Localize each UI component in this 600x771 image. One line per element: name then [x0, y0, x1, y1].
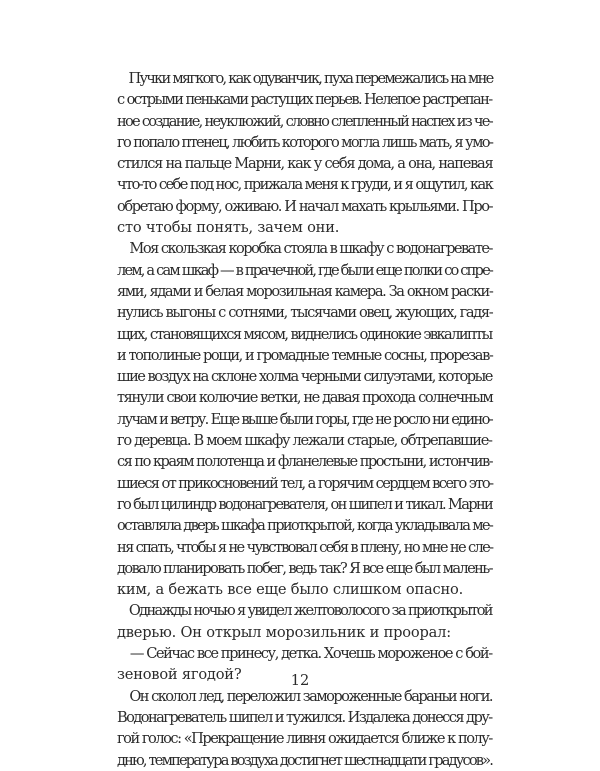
- text-line: Водонагреватель шипел и тужился. Издалека донесся дру-: [117, 708, 492, 726]
- text-line: — Сейчас все принесу, детка. Хочешь мороженое с бой-: [117, 645, 492, 663]
- text-line: ня спать, чтобы я не чувствовал себя в плену, но мне не сле-: [117, 538, 493, 556]
- text-line: лучам и ветру. Еще выше были горы, где не росло ни едино-: [117, 410, 492, 428]
- text-line: дню, температура воздуха достигнет шестнадцати градусов».: [117, 751, 493, 769]
- text-line: что-то себе под нос, прижала меня к груди, и я ощутил, как: [117, 176, 493, 194]
- text-line: го попало птенец, любить которого могла лишь мать, я умо-: [117, 133, 493, 151]
- text-line: лем, а сам шкаф — в прачечной, где были еще полки со спре-: [117, 261, 493, 279]
- text-line: оставляла дверь шкафа приоткрытой, когда укладывала ме-: [117, 517, 493, 535]
- paragraph-3: [117, 600, 492, 643]
- text-line: тянули свои колючие ветки, не давая прохода солнечным: [117, 389, 493, 407]
- text-line: щих, становящихся мясом, виднелись одинокие эвкалипты: [117, 325, 492, 343]
- text-line: Пучки мягкого, как одуванчик, пуха перемежались на мне: [117, 70, 493, 87]
- page-number: 12: [290, 672, 310, 689]
- text-line: го был цилиндр водонагревателя, он шипел и тикал. Марни: [117, 495, 493, 513]
- text-line: ями, ядами и белая морозильная камера. За окном раски-: [117, 282, 493, 300]
- text-line: довало планировать побег, ведь так? Я все еще был малень-: [117, 559, 492, 577]
- text-line: ким, а бежать все еще было слишком опасно.: [117, 581, 464, 599]
- paragraph-5: [117, 686, 492, 771]
- text-line: шиеся от прикосновений тел, а горячим сердцем всего это-: [117, 474, 493, 492]
- text-line: Однажды ночью я увидел желтоволосого за приоткрытой: [117, 602, 492, 620]
- text-line: сто чтобы понять, зачем они.: [117, 219, 340, 237]
- text-line: стился на пальце Марни, как у себя дома, а она, напевая: [117, 155, 493, 173]
- text-line: ся по краям полотенца и фланелевые простыни, истончив-: [117, 453, 493, 471]
- text-line: го деревца. В моем шкафу лежали старые, обтрепавшие-: [117, 432, 492, 450]
- text-line: дверью. Он открыл морозильник и проорал:: [117, 623, 451, 641]
- text-line: Он сколол лед, переложил замороженные бараньи ноги.: [117, 687, 492, 705]
- text-line: обретаю форму, оживаю. И начал махать крыльями. Про-: [117, 197, 493, 215]
- paragraph-1: [117, 68, 492, 238]
- text-line: Моя скользкая коробка стояла в шкафу с водонагревате-: [117, 240, 492, 258]
- text-line: гой голос: «Прекращение ливня ожидается ближе к полу-: [117, 730, 492, 748]
- paragraph-2: [117, 238, 492, 600]
- text-line: зеновой ягодой?: [117, 666, 242, 684]
- text-line: и тополиные рощи, и громадные темные сосны, прорезав-: [117, 346, 493, 364]
- text-line: шие воздух на склоне холма черными силуэтами, которые: [117, 368, 492, 386]
- page-text: [117, 68, 492, 771]
- text-line: нулись выгоны с сотнями, тысячами овец, жующих, гадя-: [117, 304, 493, 322]
- text-line: с острыми пеньками растущих перьев. Нелепое растрепан-: [117, 91, 492, 109]
- text-line: ное создание, неуклюжий, словно слепленный наспех из че-: [117, 112, 492, 130]
